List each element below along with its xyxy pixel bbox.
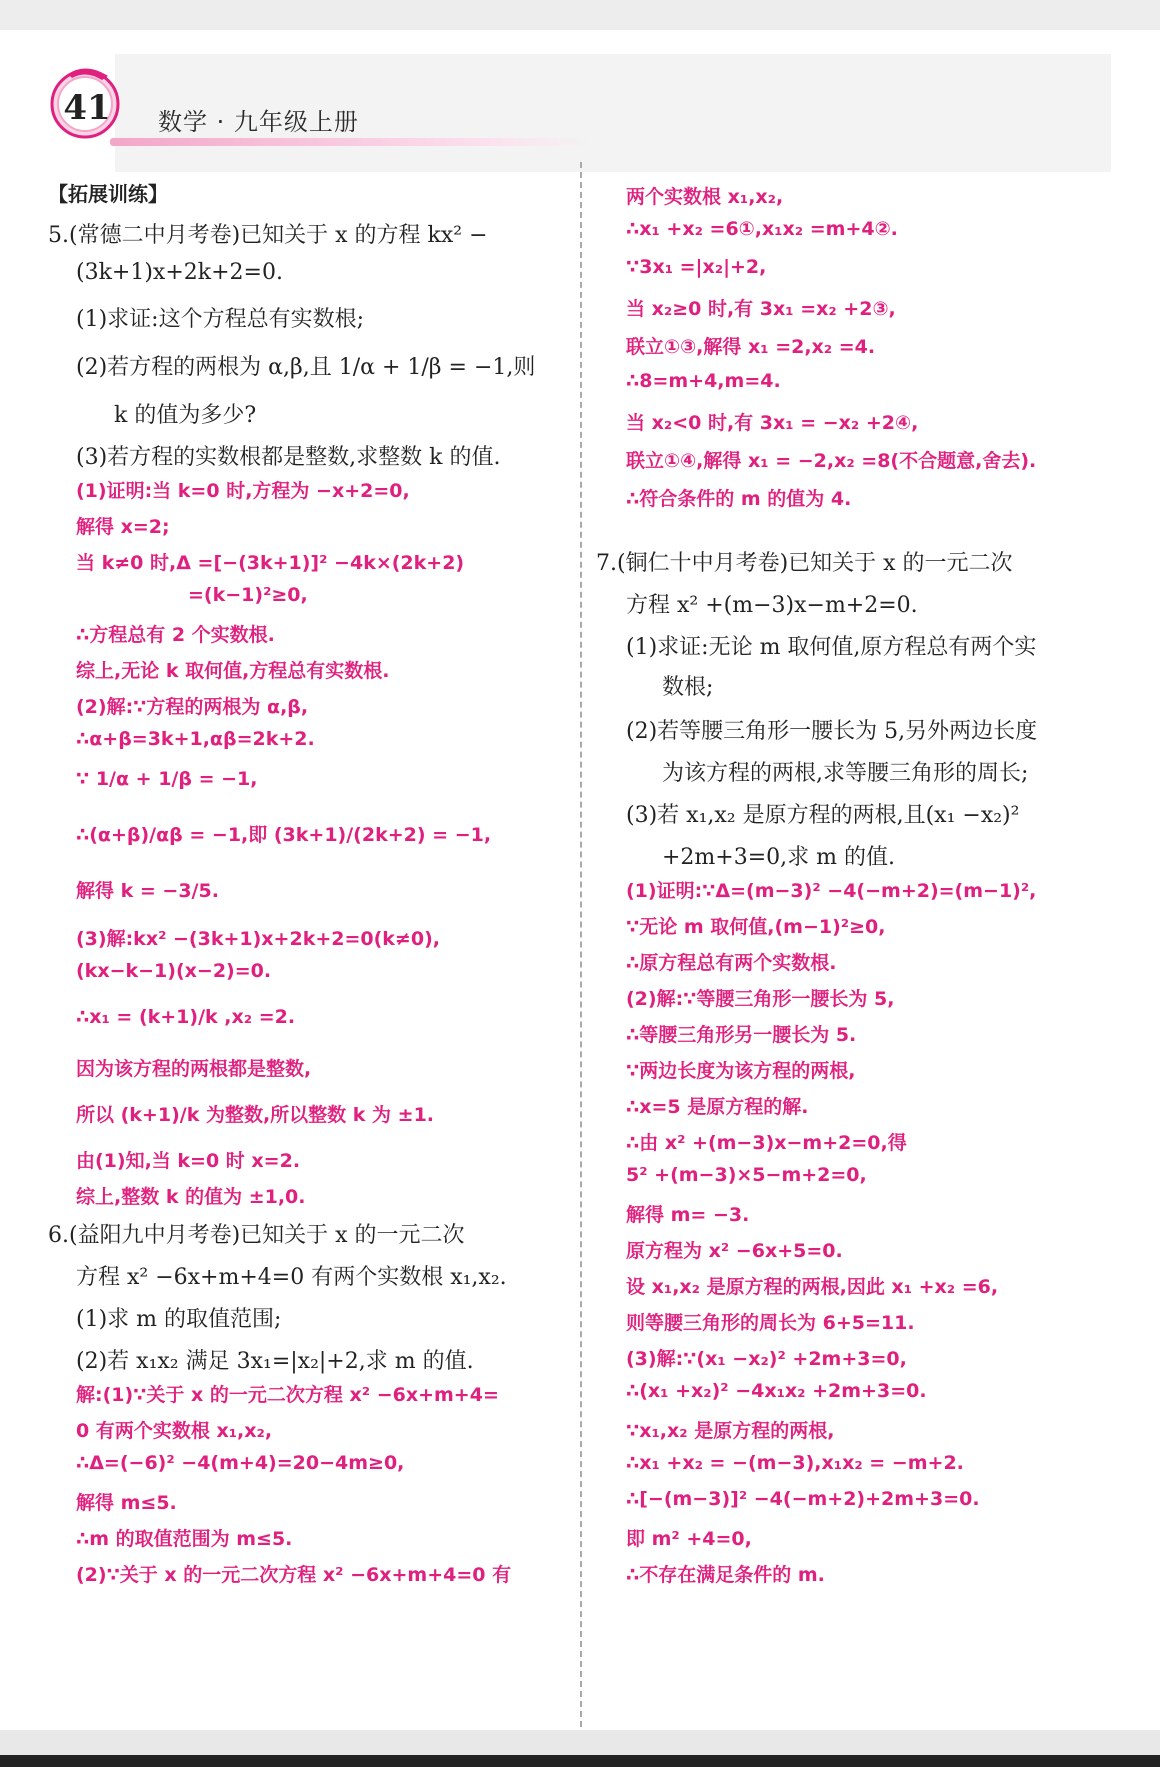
answer-line: ∴x₁ +x₂ = −(m−3),x₁x₂ = −m+2. <box>626 1452 964 1474</box>
answer-line: 即 m² +4=0, <box>626 1528 752 1550</box>
answer-line: ∴m 的取值范围为 m≤5. <box>76 1528 293 1550</box>
question-line: 7.(铜仁十中月考卷)已知关于 x 的一元二次 <box>596 551 1013 576</box>
header-pink-rule <box>110 138 590 146</box>
answer-line: 解:(1)∵关于 x 的一元二次方程 x² −6x+m+4= <box>76 1384 499 1406</box>
answer-line: ∴x=5 是原方程的解. <box>626 1096 809 1118</box>
bottom-margin <box>0 1730 1160 1767</box>
answer-line: ∴Δ=(−6)² −4(m+4)=20−4m≥0, <box>76 1452 405 1474</box>
answer-line: ∴不存在满足条件的 m. <box>626 1564 825 1586</box>
answer-line: 所以 (k+1)/k 为整数,所以整数 k 为 ±1. <box>76 1104 435 1126</box>
answer-line: 因为该方程的两根都是整数, <box>76 1058 312 1080</box>
question-line: +2m+3=0,求 m 的值. <box>662 845 895 870</box>
answer-line: 综上,无论 k 取何值,方程总有实数根. <box>76 660 390 682</box>
answer-line: 当 k≠0 时,Δ =[−(3k+1)]² −4k×(2k+2) <box>76 552 465 574</box>
question-line: 6.(益阳九中月考卷)已知关于 x 的一元二次 <box>48 1223 465 1248</box>
answer-line: (3)解:kx² −(3k+1)x+2k+2=0(k≠0), <box>76 928 440 950</box>
answer-line: 则等腰三角形的周长为 6+5=11. <box>626 1312 915 1334</box>
question-line: 数根; <box>662 675 714 700</box>
section-heading: 【拓展训练】 <box>48 182 168 206</box>
question-line: k 的值为多少? <box>114 403 257 428</box>
answer-line: 设 x₁,x₂ 是原方程的两根,因此 x₁ +x₂ =6, <box>626 1276 999 1298</box>
answer-line: ∴α+β=3k+1,αβ=2k+2. <box>76 728 315 750</box>
question-line: (3k+1)x+2k+2=0. <box>76 260 283 285</box>
answer-line: 解得 m≤5. <box>76 1492 177 1514</box>
answer-line: (3)解:∵(x₁ −x₂)² +2m+3=0, <box>626 1348 907 1370</box>
answer-line: ∴由 x² +(m−3)x−m+2=0,得 <box>626 1132 907 1154</box>
answer-line: ∴等腰三角形另一腰长为 5. <box>626 1024 857 1046</box>
answer-line: ∴符合条件的 m 的值为 4. <box>626 488 852 510</box>
answer-line: ∴(x₁ +x₂)² −4x₁x₂ +2m+3=0. <box>626 1380 927 1402</box>
answer-line: 由(1)知,当 k=0 时 x=2. <box>76 1150 301 1172</box>
question-line: 方程 x² −6x+m+4=0 有两个实数根 x₁,x₂. <box>76 1265 507 1290</box>
question-line: 5.(常德二中月考卷)已知关于 x 的方程 kx² − <box>48 223 488 248</box>
answer-line: =(k−1)²≥0, <box>188 584 308 606</box>
question-line: (1)求证:无论 m 取何值,原方程总有两个实 <box>626 635 1037 660</box>
answer-line: (2)∵关于 x 的一元二次方程 x² −6x+m+4=0 有 <box>76 1564 512 1586</box>
answer-line: ∴8=m+4,m=4. <box>626 370 781 392</box>
question-line: (1)求证:这个方程总有实数根; <box>76 307 364 332</box>
answer-line: 解得 x=2; <box>76 516 170 538</box>
answer-line: ∴x₁ = (k+1)/k ,x₂ =2. <box>76 1006 296 1028</box>
column-divider <box>580 162 582 1727</box>
answer-line: ∴方程总有 2 个实数根. <box>76 624 275 646</box>
question-line: (3)若 x₁,x₂ 是原方程的两根,且(x₁ −x₂)² <box>626 803 1020 828</box>
answer-line: 综上,整数 k 的值为 ±1,0. <box>76 1186 306 1208</box>
answer-line: 联立①③,解得 x₁ =2,x₂ =4. <box>626 336 876 358</box>
answer-line: ∵x₁,x₂ 是原方程的两根, <box>626 1420 835 1442</box>
answer-line: 联立①④,解得 x₁ = −2,x₂ =8(不合题意,舍去). <box>626 450 1037 472</box>
answer-line: 当 x₂<0 时,有 3x₁ = −x₂ +2④, <box>626 412 919 434</box>
question-line: (1)求 m 的取值范围; <box>76 1307 282 1332</box>
answer-line: ∵3x₁ =|x₂|+2, <box>626 256 767 278</box>
question-line: 为该方程的两根,求等腰三角形的周长; <box>662 761 1029 786</box>
answer-line: ∵两边长度为该方程的两根, <box>626 1060 856 1082</box>
question-line: (3)若方程的实数根都是整数,求整数 k 的值. <box>76 445 501 470</box>
answer-line: 解得 m= −3. <box>626 1204 750 1226</box>
question-line: 方程 x² +(m−3)x−m+2=0. <box>626 593 918 618</box>
answer-line: ∴原方程总有两个实数根. <box>626 952 837 974</box>
answer-line: 5² +(m−3)×5−m+2=0, <box>626 1164 867 1186</box>
bottom-edge <box>0 1755 1160 1767</box>
answer-line: ∴x₁ +x₂ =6①,x₁x₂ =m+4②. <box>626 218 898 240</box>
top-margin <box>0 0 1160 30</box>
answer-line: (2)解:∵方程的两根为 α,β, <box>76 696 309 718</box>
answer-line: ∴(α+β)/αβ = −1,即 (3k+1)/(2k+2) = −1, <box>76 824 492 846</box>
answer-line: 当 x₂≥0 时,有 3x₁ =x₂ +2③, <box>626 298 896 320</box>
answer-line: 解得 k = −3/5. <box>76 880 219 902</box>
textbook-page <box>0 30 1160 1730</box>
answer-line: 两个实数根 x₁,x₂, <box>626 186 784 208</box>
book-title: 数学 · 九年级上册 <box>158 108 359 136</box>
answer-line: (1)证明:∵Δ=(m−3)² −4(−m+2)=(m−1)², <box>626 880 1037 902</box>
question-line: (2)若等腰三角形一腰长为 5,另外两边长度 <box>626 719 1038 744</box>
answer-line: (1)证明:当 k=0 时,方程为 −x+2=0, <box>76 480 410 502</box>
answer-line: (2)解:∵等腰三角形一腰长为 5, <box>626 988 895 1010</box>
question-line: (2)若 x₁x₂ 满足 3x₁=|x₂|+2,求 m 的值. <box>76 1349 474 1374</box>
question-line: (2)若方程的两根为 α,β,且 1/α + 1/β = −1,则 <box>76 355 536 380</box>
answer-line: 原方程为 x² −6x+5=0. <box>626 1240 843 1262</box>
answer-line: ∵ 1/α + 1/β = −1, <box>76 768 258 790</box>
answer-line: ∵无论 m 取何值,(m−1)²≥0, <box>626 916 886 938</box>
answer-line: ∴[−(m−3)]² −4(−m+2)+2m+3=0. <box>626 1488 980 1510</box>
page-number: 41 <box>63 88 111 128</box>
answer-line: (kx−k−1)(x−2)=0. <box>76 960 272 982</box>
answer-line: 0 有两个实数根 x₁,x₂, <box>76 1420 273 1442</box>
